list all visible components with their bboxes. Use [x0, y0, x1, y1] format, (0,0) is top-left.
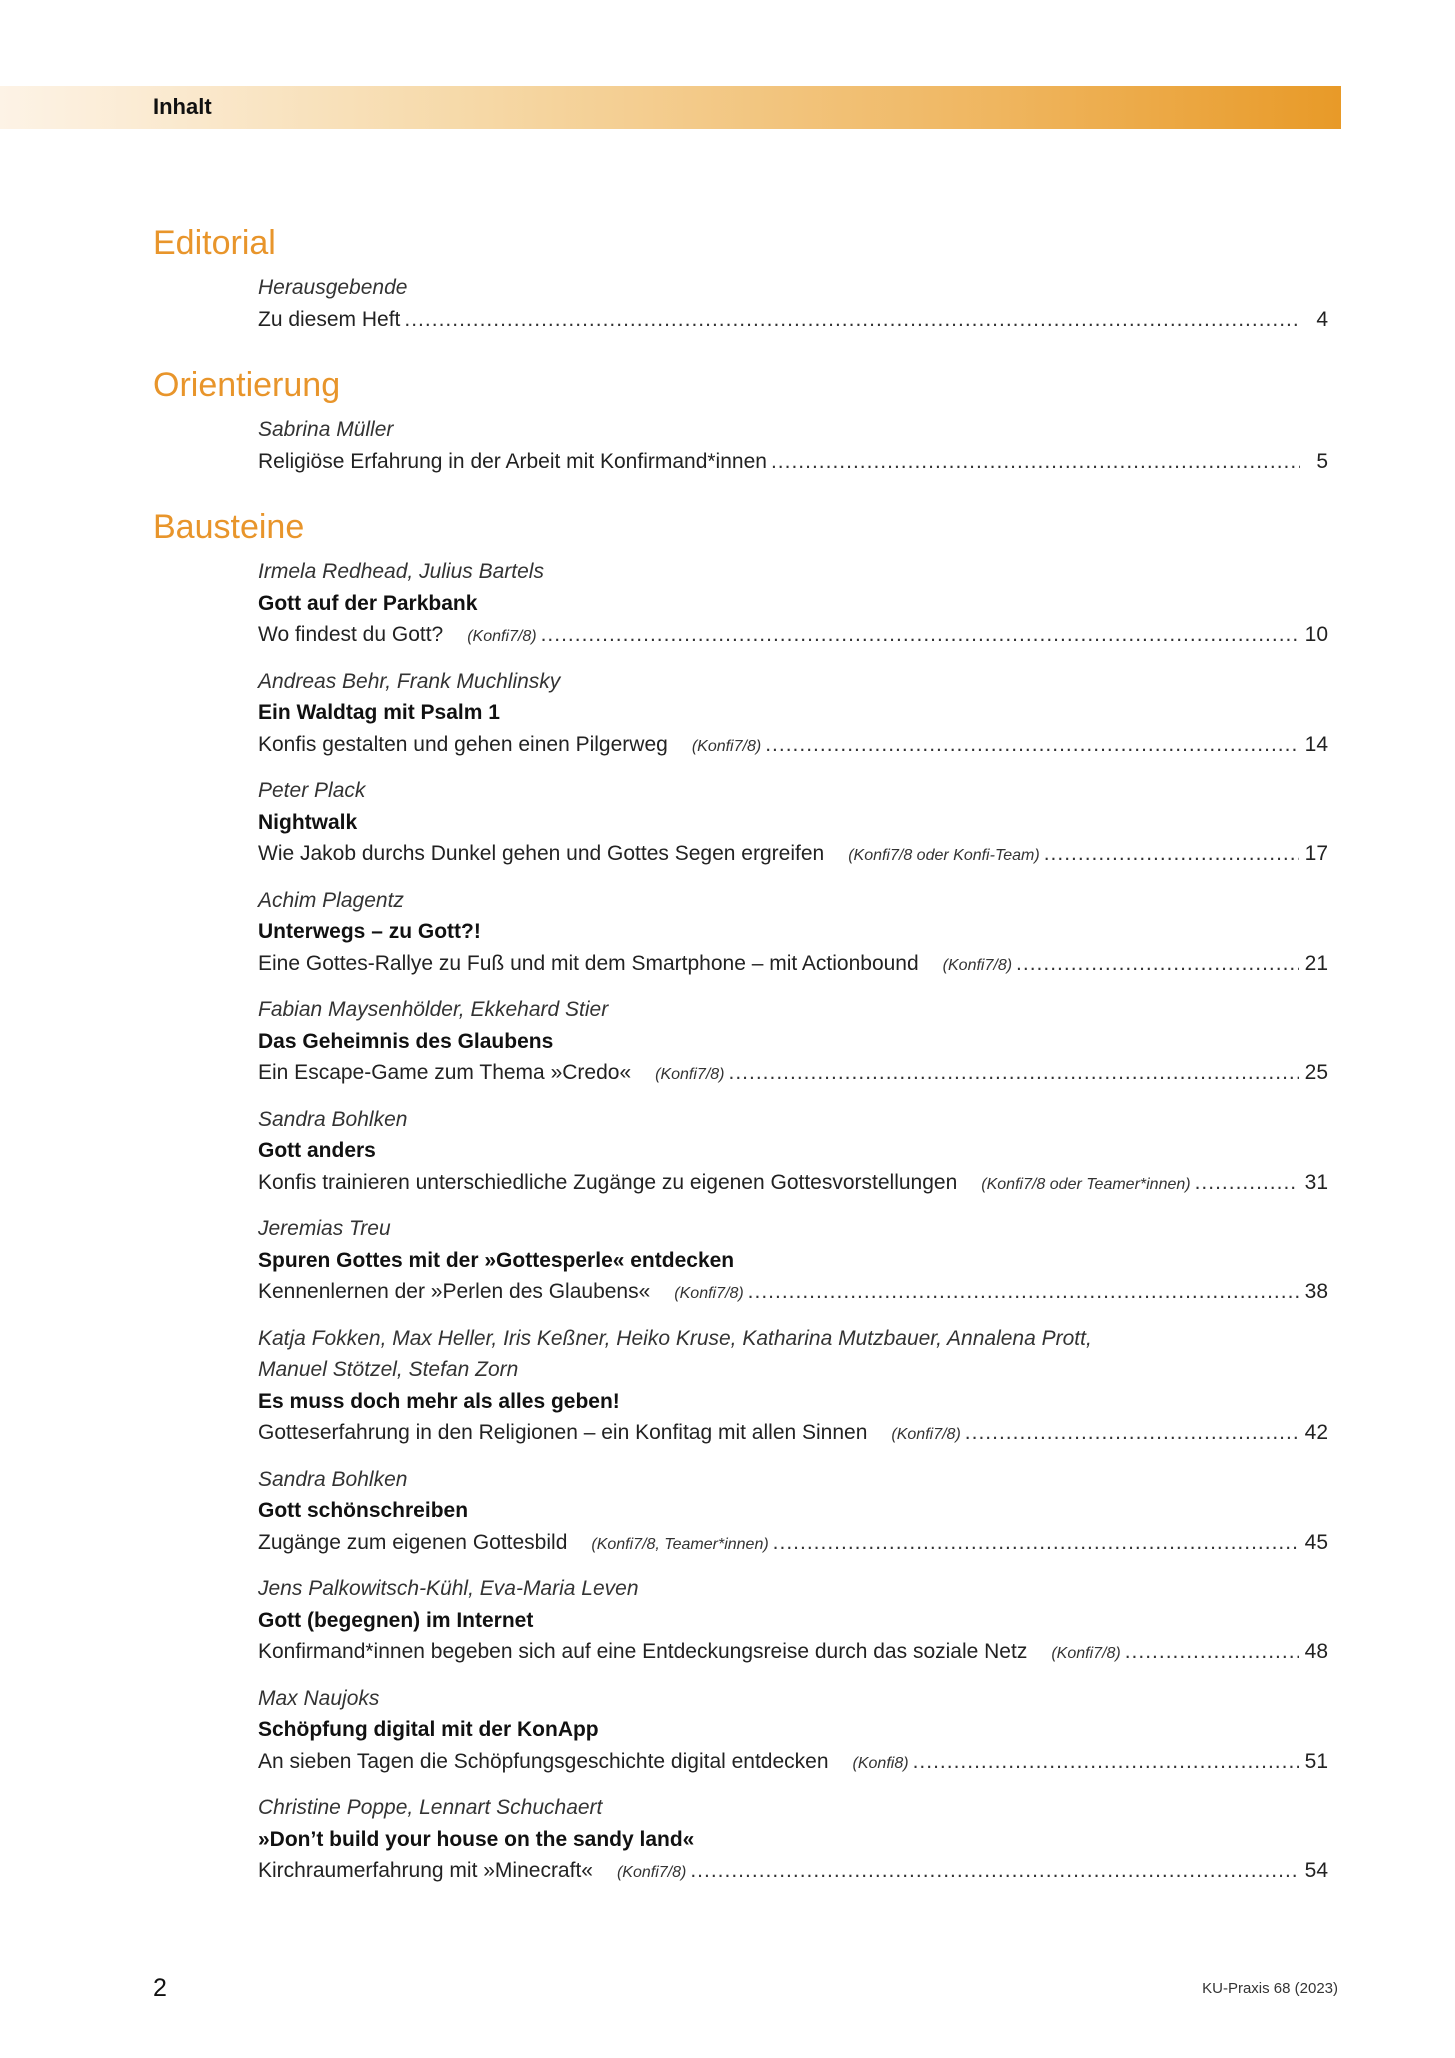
entry-title: Unterwegs – zu Gott?!: [258, 920, 481, 943]
entry-page-number: 5: [1316, 449, 1328, 473]
entry-line: [258, 619, 1328, 653]
toc-entry[interactable]: [258, 1683, 1328, 1780]
table-of-contents: [0, 218, 1455, 1889]
entry-authors: Fabian Maysenhölder, Ekkehard Stier: [258, 998, 609, 1021]
entry-authors: Sandra Bohlken: [258, 1467, 408, 1491]
entry-line: [258, 1527, 1328, 1561]
dot-leader: [1125, 1636, 1299, 1668]
entry-subtitle: Religiöse Erfahrung in der Arbeit mit Konfirmand*innen: [258, 449, 767, 473]
entry-authors: Katja Fokken, Max Heller, Iris Keßner, Heiko Kruse, Katharina Mutzbauer, Annalena Prott,: [258, 1326, 1092, 1350]
publication-info: KU-Praxis 68 (2023): [1202, 1980, 1338, 1997]
entry-line: [258, 1276, 1328, 1310]
entry-title: Gott auf der Parkbank: [258, 591, 478, 615]
entry-audience-tag: (Konfi7/8): [891, 1426, 961, 1443]
dot-leader: [1016, 948, 1299, 980]
toc-entry[interactable]: [258, 666, 1328, 763]
entry-title: Das Geheimnis des Glaubens: [258, 1029, 554, 1053]
entry-audience-tag: (Konfi7/8): [655, 1066, 725, 1083]
entry-audience-tag: (Konfi7/8): [467, 628, 537, 645]
entry-line: [258, 1855, 1328, 1889]
entry-page-number: 54: [1304, 1859, 1328, 1882]
entry-subtitle: Zu diesem Heft: [258, 307, 401, 331]
entry-subtitle: Konfis trainieren unterschiedliche Zugänge zu eigenen Gottesvorstellungen: [258, 1170, 958, 1194]
toc-section: [0, 218, 1455, 335]
entry-page-number: 14: [1304, 732, 1328, 756]
entry-subtitle: Wo findest du Gott?: [258, 623, 444, 646]
toc-entry[interactable]: [258, 1464, 1328, 1561]
entry-title: Gott anders: [258, 1139, 376, 1162]
dot-leader: [1044, 838, 1299, 870]
entry-subtitle: Wie Jakob durchs Dunkel gehen und Gottes Segen ergreifen: [258, 842, 825, 865]
toc-entry[interactable]: [258, 1104, 1328, 1201]
entry-authors: Jeremias Treu: [258, 1217, 391, 1240]
page-header-title: Inhalt: [153, 94, 212, 119]
entry-page-number: 45: [1304, 1530, 1328, 1554]
page-number: 2: [153, 1974, 167, 2002]
entry-page-number: 48: [1304, 1640, 1328, 1663]
dot-leader: [541, 619, 1299, 651]
dot-leader: [773, 1527, 1299, 1559]
entry-subtitle: Zugänge zum eigenen Gottesbild: [258, 1530, 568, 1554]
toc-entry[interactable]: [258, 994, 1328, 1091]
entry-subtitle: Kirchraumerfahrung mit »Minecraft«: [258, 1859, 593, 1882]
entry-title: »Don’t build your house on the sandy land«: [258, 1827, 695, 1851]
entry-audience-tag: (Konfi7/8): [674, 1285, 744, 1302]
entry-subtitle: An sieben Tagen die Schöpfungsgeschichte digital entdecken: [258, 1749, 829, 1773]
entry-line: [258, 1167, 1328, 1201]
entry-line: [258, 1746, 1328, 1780]
entry-line: [258, 1417, 1328, 1451]
entry-authors: Sabrina Müller: [258, 418, 394, 441]
entry-authors: Irmela Redhead, Julius Bartels: [258, 560, 544, 583]
toc-section: [0, 502, 1455, 1889]
entry-subtitle: Konfirmand*innen begeben sich auf eine Entdeckungsreise durch das soziale Netz: [258, 1640, 1028, 1663]
entry-page-number: 25: [1304, 1061, 1328, 1084]
entry-subtitle: Gotteserfahrung in den Religionen – ein Konfitag mit allen Sinnen: [258, 1421, 868, 1444]
entry-audience-tag: (Konfi7/8 oder Teamer*innen): [981, 1175, 1191, 1193]
entry-authors: Andreas Behr, Frank Muchlinsky: [258, 669, 561, 693]
entry-authors: Jens Palkowitsch-Kühl, Eva-Maria Leven: [258, 1577, 639, 1600]
entry-title: Ein Waldtag mit Psalm 1: [258, 701, 500, 724]
toc-entry[interactable]: [258, 775, 1328, 872]
entry-line: [258, 948, 1328, 982]
entry-subtitle: Kennenlernen der »Perlen des Glaubens«: [258, 1280, 651, 1303]
entry-line: [258, 729, 1328, 763]
dot-leader: [765, 729, 1298, 761]
entry-line: [258, 1057, 1328, 1091]
dot-leader: [404, 304, 1300, 336]
entry-audience-tag: (Konfi7/8, Teamer*innen): [591, 1535, 769, 1553]
entry-title: Gott (begegnen) im Internet: [258, 1608, 534, 1632]
entry-page-number: 42: [1304, 1421, 1328, 1444]
entry-title: Es muss doch mehr als alles geben!: [258, 1389, 620, 1413]
toc-entry[interactable]: [258, 1213, 1328, 1310]
entry-authors: Christine Poppe, Lennart Schuchaert: [258, 1796, 603, 1819]
dot-leader: [748, 1276, 1299, 1308]
entry-subtitle: Ein Escape-Game zum Thema »Credo«: [258, 1061, 632, 1084]
entry-page-number: 17: [1304, 842, 1328, 865]
entry-audience-tag: (Konfi8): [852, 1754, 909, 1772]
entry-page-number: 4: [1316, 307, 1328, 331]
toc-entry[interactable]: [258, 1323, 1328, 1451]
entry-audience-tag: (Konfi7/8): [616, 1864, 687, 1881]
entry-authors: Herausgebende: [258, 276, 408, 299]
toc-entry[interactable]: [258, 885, 1328, 982]
dot-leader: [729, 1057, 1299, 1089]
dot-leader: [913, 1746, 1299, 1778]
entry-authors: Achim Plagentz: [258, 888, 404, 912]
entry-subtitle: Eine Gottes-Rallye zu Fuß und mit dem Smartphone – mit Actionbound: [258, 951, 919, 975]
toc-entry[interactable]: [258, 414, 1328, 477]
entry-line: [258, 304, 1328, 336]
section-title: Editorial: [153, 224, 276, 262]
dot-leader: [965, 1417, 1299, 1449]
entry-subtitle: Konfis gestalten und gehen einen Pilgerweg: [258, 732, 668, 756]
toc-entry[interactable]: [258, 272, 1328, 335]
entry-line: [258, 1636, 1328, 1670]
toc-entry[interactable]: [258, 1573, 1328, 1670]
entry-audience-tag: (Konfi7/8): [942, 956, 1013, 974]
entry-page-number: 38: [1304, 1280, 1328, 1303]
entry-title: Spuren Gottes mit der »Gottesperle« entdecken: [258, 1248, 735, 1272]
entry-audience-tag: (Konfi7/8): [1051, 1645, 1121, 1662]
entry-audience-tag: (Konfi7/8 oder Konfi-Team): [848, 847, 1040, 864]
entry-authors: Peter Plack: [258, 779, 366, 802]
dot-leader: [690, 1855, 1298, 1887]
entry-page-number: 51: [1304, 1749, 1328, 1773]
entry-audience-tag: (Konfi7/8): [691, 737, 762, 755]
toc-entry[interactable]: [258, 556, 1328, 653]
dot-leader: [1195, 1167, 1299, 1199]
entry-authors: Max Naujoks: [258, 1686, 380, 1710]
entry-title: Nightwalk: [258, 810, 358, 834]
entry-title: Schöpfung digital mit der KonApp: [258, 1718, 599, 1741]
entry-authors: Manuel Stötzel, Stefan Zorn: [258, 1358, 519, 1381]
entry-authors: Sandra Bohlken: [258, 1107, 408, 1131]
entry-line: [258, 446, 1328, 478]
dot-leader: [771, 446, 1300, 478]
section-title: Bausteine: [153, 508, 305, 546]
toc-section: [0, 360, 1455, 477]
toc-entry[interactable]: [258, 1792, 1328, 1889]
entry-title: Gott schönschreiben: [258, 1499, 469, 1522]
entry-line: [258, 838, 1328, 872]
entry-page-number: 10: [1304, 623, 1328, 646]
section-title: Orientierung: [153, 366, 341, 404]
entry-page-number: 21: [1304, 951, 1328, 975]
entry-page-number: 31: [1304, 1170, 1328, 1194]
